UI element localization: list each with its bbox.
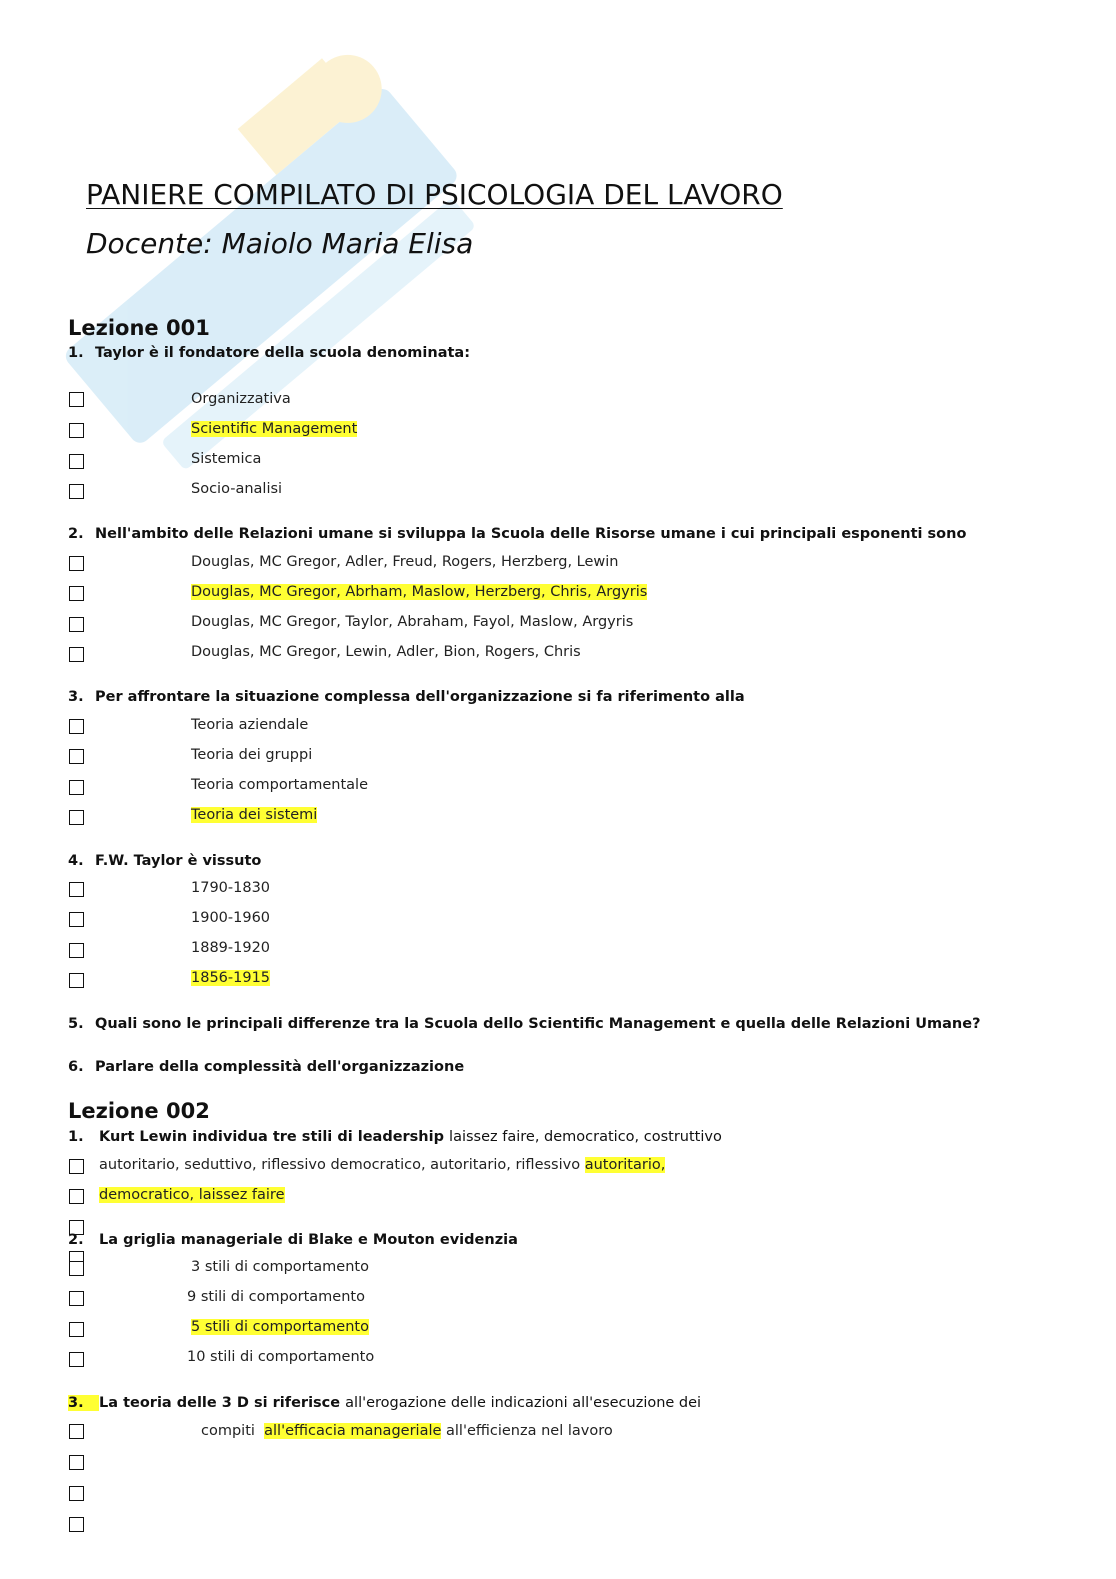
answer-checkbox[interactable] <box>69 556 84 571</box>
answer-checkbox[interactable] <box>69 1189 84 1204</box>
highlighted-answer: 5 stili di comportamento <box>191 1319 369 1335</box>
answer-checkbox[interactable] <box>69 586 84 601</box>
answer-option-correct <box>191 1319 369 1335</box>
highlighted-answer: democratico, laissez faire <box>99 1187 285 1203</box>
answer-checkbox[interactable] <box>69 943 84 958</box>
answer-checkbox[interactable] <box>69 780 84 795</box>
answer-option: Douglas, MC Gregor, Lewin, Adler, Bion, Rogers, Chris <box>191 644 581 660</box>
highlighted-answer: 1856-1915 <box>191 970 271 986</box>
question-number: 6. <box>68 1059 84 1075</box>
question-number: 3. <box>68 1395 99 1411</box>
answer-option-correct <box>191 584 647 600</box>
question <box>68 526 966 542</box>
answer-checkbox[interactable] <box>69 1261 84 1276</box>
question-text: La teoria delle 3 D si riferisce <box>99 1395 341 1411</box>
highlighted-answer: autoritario, <box>584 1157 666 1173</box>
answer-option: 1900-1960 <box>191 910 271 926</box>
skuola-watermark-logo <box>20 40 500 520</box>
answer-option-correct <box>191 421 357 437</box>
question-text: F.W. Taylor è vissuto <box>95 853 262 869</box>
answer-checkbox[interactable] <box>69 647 84 662</box>
answer-checkbox[interactable] <box>69 882 84 897</box>
answer-checkbox[interactable] <box>69 1322 84 1337</box>
options-text: autoritario, seduttivo, riflessivo democratico, autoritario, riflessivo <box>99 1157 581 1173</box>
answer-option: 1889-1920 <box>191 940 271 956</box>
highlighted-answer: Douglas, MC Gregor, Abrham, Maslow, Herzberg, Chris, Argyris <box>191 584 648 600</box>
highlighted-answer: Scientific Management <box>191 421 358 437</box>
question <box>68 1395 701 1411</box>
question <box>68 1129 722 1145</box>
question <box>68 689 745 705</box>
question-text: Taylor è il fondatore della scuola denominata: <box>95 345 470 361</box>
answer-checkbox[interactable] <box>69 484 84 499</box>
options-line <box>99 1157 665 1173</box>
options-text: all'efficienza nel lavoro <box>446 1423 613 1439</box>
answer-option-correct <box>191 970 270 986</box>
answer-checkbox[interactable] <box>69 1455 84 1470</box>
question-text: Parlare della complessità dell'organizzazione <box>95 1059 465 1075</box>
question-text: La griglia manageriale di Blake e Mouton evidenzia <box>99 1232 518 1248</box>
inline-options: laissez faire, democratico, costruttivo <box>449 1129 722 1145</box>
options-text: compiti <box>201 1423 255 1439</box>
answer-option: 1790-1830 <box>191 880 271 896</box>
answer-option: 10 stili di comportamento <box>187 1349 375 1365</box>
answer-option: Douglas, MC Gregor, Adler, Freud, Rogers, Herzberg, Lewin <box>191 554 619 570</box>
answer-checkbox[interactable] <box>69 973 84 988</box>
answer-option: Sistemica <box>191 451 262 467</box>
document-title: PANIERE COMPILATO DI PSICOLOGIA DEL LAVORO <box>86 178 783 211</box>
question <box>68 1232 518 1248</box>
question-number: 1. <box>68 1129 84 1145</box>
answer-checkbox[interactable] <box>69 1291 84 1306</box>
answer-option: 9 stili di comportamento <box>187 1289 365 1305</box>
answer-checkbox[interactable] <box>69 719 84 734</box>
answer-option: 3 stili di comportamento <box>191 1259 369 1275</box>
question-number: 5. <box>68 1016 84 1032</box>
lesson-heading: Lezione 001 <box>68 316 210 340</box>
question-number: 1. <box>68 345 84 361</box>
question-number: 2. <box>68 1232 84 1248</box>
question <box>68 1059 464 1075</box>
answer-option: Organizzativa <box>191 391 291 407</box>
answer-option: Teoria dei gruppi <box>191 747 313 763</box>
answer-checkbox[interactable] <box>69 423 84 438</box>
answer-option: Teoria aziendale <box>191 717 309 733</box>
question <box>68 1016 980 1032</box>
document-subtitle: Docente: Maiolo Maria Elisa <box>86 227 474 260</box>
inline-options: all'erogazione delle indicazioni all'esecuzione dei <box>345 1395 702 1411</box>
question-text: Kurt Lewin individua tre stili di leadership <box>99 1129 444 1145</box>
question <box>68 853 261 869</box>
question-text: Per affrontare la situazione complessa dell'organizzazione si fa riferimento alla <box>95 689 745 705</box>
answer-checkbox[interactable] <box>69 1352 84 1367</box>
question-text: Nell'ambito delle Relazioni umane si sviluppa la Scuola delle Risorse umane i cui principali esponenti sono <box>95 526 967 542</box>
answer-option: Douglas, MC Gregor, Taylor, Abraham, Fayol, Maslow, Argyris <box>191 614 634 630</box>
answer-checkbox[interactable] <box>69 392 84 407</box>
answer-checkbox[interactable] <box>69 1424 84 1439</box>
options-line <box>201 1423 613 1439</box>
options-line <box>99 1187 285 1203</box>
lesson-heading: Lezione 002 <box>68 1099 210 1123</box>
question-number: 4. <box>68 853 84 869</box>
answer-checkbox[interactable] <box>69 1517 84 1532</box>
question-text: Quali sono le principali differenze tra la Scuola dello Scientific Management e quella delle Relazioni Umane? <box>95 1016 981 1032</box>
highlighted-answer: Teoria dei sistemi <box>191 807 318 823</box>
answer-checkbox[interactable] <box>69 617 84 632</box>
answer-checkbox[interactable] <box>69 912 84 927</box>
answer-checkbox[interactable] <box>69 1159 84 1174</box>
answer-checkbox[interactable] <box>69 749 84 764</box>
answer-option: Teoria comportamentale <box>191 777 369 793</box>
answer-option-correct <box>191 807 317 823</box>
question-number: 2. <box>68 526 84 542</box>
question <box>68 345 470 361</box>
highlighted-answer: all'efficacia manageriale <box>264 1423 442 1439</box>
answer-option: Socio-analisi <box>191 481 283 497</box>
answer-checkbox[interactable] <box>69 454 84 469</box>
answer-checkbox[interactable] <box>69 810 84 825</box>
question-number: 3. <box>68 689 84 705</box>
answer-checkbox[interactable] <box>69 1486 84 1501</box>
